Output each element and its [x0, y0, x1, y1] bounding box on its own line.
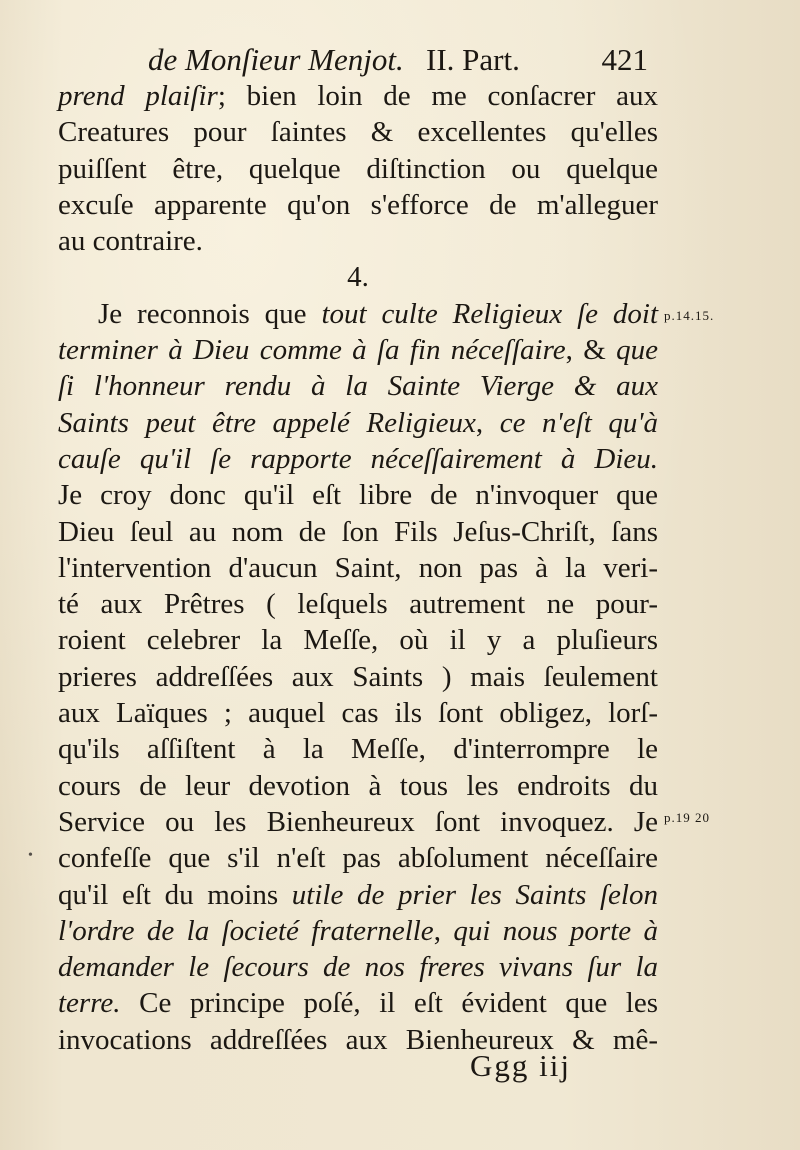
- text-line: au contraire.: [58, 225, 203, 258]
- text-line: aux Laïques ; auquel cas ils ſont obligez, lorſ-: [58, 697, 658, 730]
- text-line: Dieu ſeul au nom de ſon Fils Jeſus-Chriſt, ſans: [58, 515, 658, 548]
- page-number: 421: [601, 42, 648, 77]
- signature-mark: Ggg iij: [470, 1048, 571, 1083]
- body-text: [58, 78, 658, 1058]
- text-line: Saints peut être appelé Religieux, ce n'eſt qu'à: [58, 406, 659, 439]
- text-line: terminer à Dieu comme à ſa fin néceſſaire, & que: [58, 334, 658, 367]
- running-title: de Monſieur Menjot.: [148, 42, 404, 77]
- text-line: cauſe qu'il ſe rapporte néceſſairement à Dieu.: [58, 442, 658, 475]
- text-line: prend plaiſir; bien loin de me conſacrer aux: [58, 80, 658, 112]
- text-line: confeſſe que s'il n'eſt pas abſolument néceſſaire: [58, 842, 658, 875]
- text-line: puiſſent être, quelque diſtinction ou quelque: [58, 152, 658, 185]
- text-line: qu'ils aſſiſtent à la Meſſe, d'interrompre le: [58, 733, 658, 766]
- margin-note: p.14.15.: [664, 308, 715, 323]
- text-line: l'ordre de la ſocieté fraternelle, qui nous porte à: [58, 914, 658, 947]
- text-line: terre. Ce principe poſé, il eſt évident que les: [58, 987, 658, 1020]
- section-number: 4.: [347, 261, 369, 294]
- text-line: l'intervention d'aucun Saint, non pas à la veri-: [58, 551, 658, 584]
- text-line: Service ou les Bienheureux ſont invoquez. Je: [58, 805, 658, 838]
- text-line: Je reconnois que tout culte Religieux ſe doit: [98, 297, 658, 330]
- part-label: II. Part.: [426, 42, 520, 77]
- margin-note: p.19 20: [664, 810, 710, 825]
- text-line: invocations addreſſées aux Bienheureux & mê-: [58, 1023, 658, 1056]
- text-line: demander le ſecours de nos freres vivans ſur la: [58, 951, 658, 984]
- page-header: [148, 42, 648, 82]
- margin-dot: •: [28, 848, 33, 863]
- text-line: ſi l'honneur rendu à la Sainte Vierge & aux: [58, 370, 658, 403]
- text-line: roient celebrer la Meſſe, où il y a pluſieurs: [58, 624, 658, 657]
- text-line: excuſe apparente qu'on s'efforce de m'alleguer: [58, 188, 658, 221]
- text-line: cours de leur devotion à tous les endroits du: [58, 769, 658, 802]
- text-line: prieres addreſſées aux Saints ) mais ſeulement: [58, 660, 658, 693]
- text-line: Je croy donc qu'il eſt libre de n'invoquer que: [58, 479, 658, 512]
- text-line: qu'il eſt du moins utile de prier les Saints ſelon: [58, 878, 658, 911]
- text-line: Creatures pour ſaintes & excellentes qu'elles: [58, 116, 658, 149]
- text-line: té aux Prêtres ( leſquels autrement ne pour-: [58, 588, 658, 621]
